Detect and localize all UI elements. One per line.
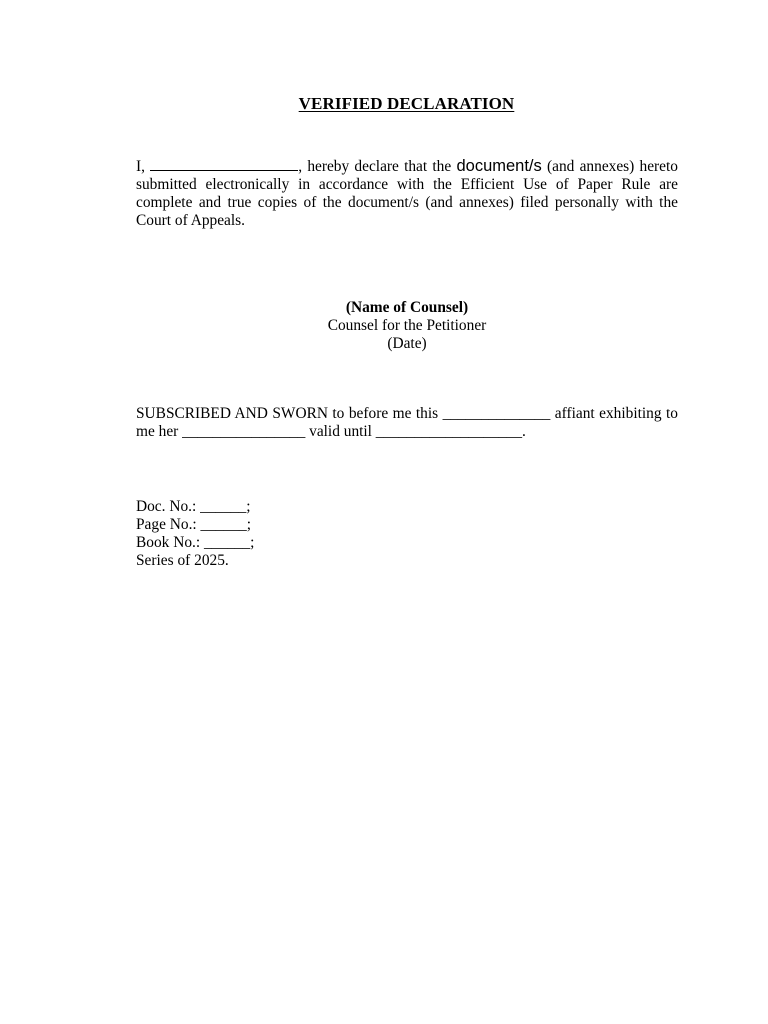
book-number: Book No.: ______; <box>136 534 255 551</box>
page-number: Page No.: ______; <box>136 516 251 533</box>
series-year: Series of 2025. <box>136 552 229 569</box>
declaration-document-word: document/s <box>456 157 542 175</box>
document-title: VERIFIED DECLARATION <box>298 94 515 113</box>
notarial-details <box>136 498 254 570</box>
doc-number: Doc. No.: ______; <box>136 498 251 515</box>
signature-block <box>136 299 678 353</box>
declaration-rest: (and annexes) hereto submitted electronically in accordance with the Efficient Use of Paper Rule are complete and true copies of the document/s (and annexes) filed personally with the Court of Appeals. <box>136 158 678 229</box>
jurat-paragraph: SUBSCRIBED AND SWORN to before me this ______________ affiant exhibiting to me her ________________ valid until ___________________. <box>136 405 678 440</box>
declaration-paragraph <box>136 157 678 230</box>
counsel-name: (Name of Counsel) <box>345 299 469 316</box>
signature-date: (Date) <box>387 335 427 352</box>
declaration-prefix: I, <box>136 158 145 175</box>
declaration-after-blank: , hereby declare that the <box>298 158 452 175</box>
counsel-role: Counsel for the Petitioner <box>327 317 487 334</box>
declarant-name-blank <box>150 157 298 171</box>
